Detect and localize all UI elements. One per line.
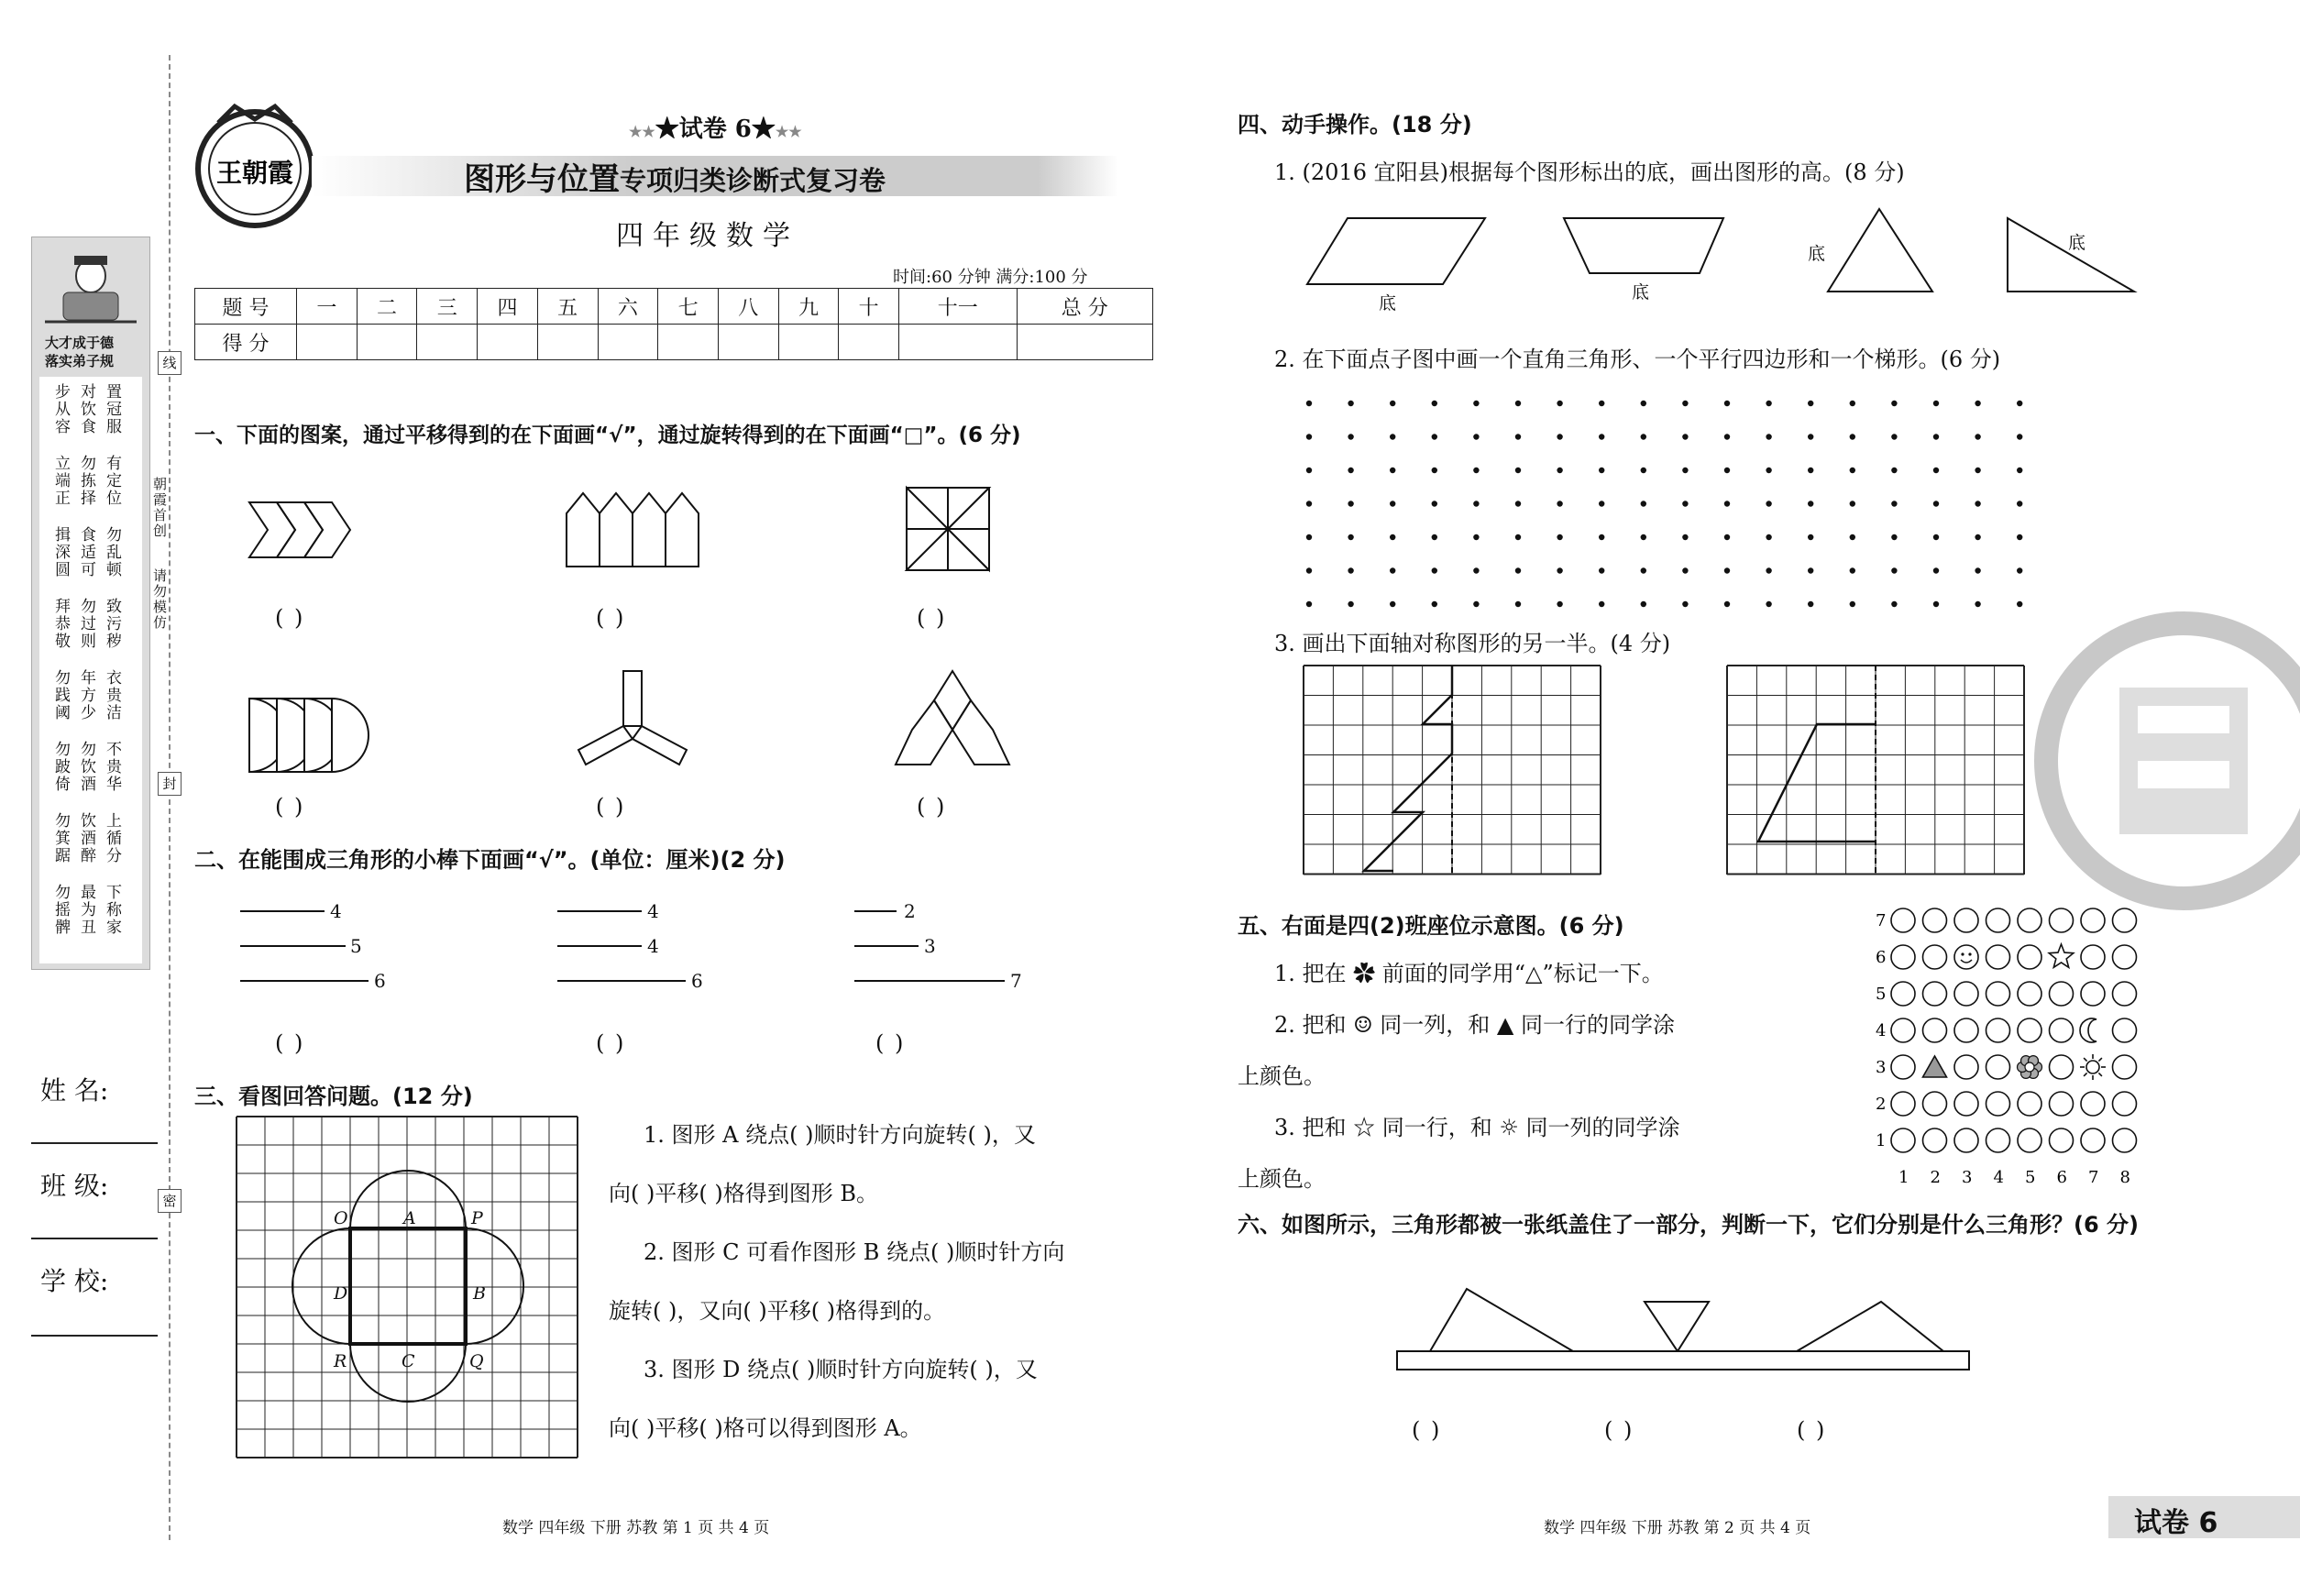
footer-left: 数学 四年级 下册 苏教 第 1 页 共 4 页 xyxy=(502,1519,770,1537)
seat-4-4 xyxy=(1986,1018,2010,1042)
school-field[interactable] xyxy=(31,1335,158,1337)
seat-2-4 xyxy=(1986,1092,2010,1116)
score-cell[interactable] xyxy=(899,325,1018,360)
seat-1-6 xyxy=(2050,1128,2074,1152)
grid-label-Q: Q xyxy=(469,1351,484,1371)
motto-column: 勿乱顿 xyxy=(103,526,121,578)
score-cell[interactable] xyxy=(297,325,358,360)
seat-col-label: 6 xyxy=(2056,1168,2067,1187)
seat-1-3 xyxy=(1954,1128,1978,1152)
s3-line-1: 1. 图形 A 绕点( )顺时针方向旋转( )，又 xyxy=(644,1122,1036,1148)
seat-5-7 xyxy=(2081,982,2105,1006)
grid-label-P: P xyxy=(471,1208,483,1228)
seat-2-2 xyxy=(1923,1092,1947,1116)
s3-line-5: 3. 图形 D 绕点( )顺时针方向旋转( )，又 xyxy=(644,1357,1038,1382)
s2-answer-1[interactable]: ( ) xyxy=(275,1030,305,1056)
seat-2-6 xyxy=(2050,1092,2074,1116)
grid-label-B: B xyxy=(473,1283,486,1304)
motto-column: 食适可 xyxy=(77,526,95,578)
scholar-figure-icon xyxy=(32,245,149,327)
motto-column: 步从容 xyxy=(51,383,70,435)
motto-column: 勿摇髀 xyxy=(51,884,70,936)
motto-column: 勿箕踞 xyxy=(51,812,70,864)
seat-5-5 xyxy=(2018,982,2041,1006)
seat-chart[interactable] xyxy=(1870,902,2145,1195)
seat-4-5 xyxy=(2018,1018,2041,1042)
score-col-header: 九 xyxy=(778,289,839,325)
seat-5-8 xyxy=(2113,982,2137,1006)
seat-5-1 xyxy=(1891,982,1915,1006)
s3-line-3: 2. 图形 C 可看作图形 B 绕点( )顺时针方向 xyxy=(644,1239,1065,1265)
seat-7-7 xyxy=(2081,908,2105,932)
three-blade-figure xyxy=(573,669,701,770)
seat-col-label: 4 xyxy=(1993,1168,2004,1187)
seat-1-4 xyxy=(1986,1128,2010,1152)
seat-6-7 xyxy=(2081,945,2105,969)
score-col-header: 十一 xyxy=(899,289,1018,325)
pinwheel-figure xyxy=(903,484,995,576)
s5-q1: 1. 把在 ✿ 前面的同学用“△”标记一下。 xyxy=(1274,961,1664,986)
seat-col-label: 8 xyxy=(2119,1168,2130,1187)
s6-answer-3[interactable]: ( ) xyxy=(1797,1417,1827,1443)
s2-answer-3[interactable]: ( ) xyxy=(875,1030,906,1056)
symmetry-grid-1[interactable] xyxy=(1304,666,1606,876)
section5-title: 五、右面是四(2)班座位示意图。(6 分) xyxy=(1238,913,1624,939)
motto-column: 致污秽 xyxy=(103,598,121,650)
section4-title: 四、动手操作。(18 分) xyxy=(1238,112,1472,138)
seat-3-3 xyxy=(1954,1055,1978,1079)
seat-5-4 xyxy=(1986,982,2010,1006)
stick-1-3: 6 xyxy=(374,970,386,992)
grade-subject: 四年级数学 xyxy=(616,220,799,252)
motto-column: 勿过则 xyxy=(77,598,95,650)
seat-7-4 xyxy=(1986,908,2010,932)
motto-column: 勿践阈 xyxy=(51,669,70,721)
seat-6-3-smile-icon xyxy=(1954,945,1978,969)
motto-column: 最为丑 xyxy=(77,884,95,936)
score-col-header: 一 xyxy=(297,289,358,325)
score-cell[interactable] xyxy=(1017,325,1152,360)
seat-3-7-sun-icon xyxy=(2080,1054,2106,1080)
seat-3-1 xyxy=(1891,1055,1915,1079)
seat-6-8 xyxy=(2113,945,2137,969)
name-label: 姓 名: xyxy=(40,1075,109,1106)
seat-5-3 xyxy=(1954,982,1978,1006)
seat-7-2 xyxy=(1923,908,1947,932)
score-table xyxy=(194,288,1153,360)
seat-5-6 xyxy=(2050,982,2074,1006)
s3-line-2: 向( )平移( )格得到图形 B。 xyxy=(609,1181,878,1206)
grid-label-C: C xyxy=(402,1351,415,1371)
base-label-3: 底 xyxy=(1808,244,1826,264)
score-cell[interactable] xyxy=(658,325,719,360)
score-header-cell: 题 号 xyxy=(195,289,297,325)
seal-box-2: 封 xyxy=(158,772,182,796)
seat-row-label: 6 xyxy=(1876,948,1887,967)
name-field[interactable] xyxy=(31,1142,158,1144)
score-cell[interactable] xyxy=(478,325,538,360)
base-label-2: 底 xyxy=(1632,282,1650,303)
seat-3-4 xyxy=(1986,1055,2010,1079)
s1-answer-3[interactable]: ( ) xyxy=(917,605,947,631)
dashed-cut-line xyxy=(169,55,171,1540)
seat-2-5 xyxy=(2018,1092,2041,1116)
seat-6-2 xyxy=(1923,945,1947,969)
trapezoid-figure xyxy=(1562,216,1727,281)
three-diamond-figure xyxy=(894,669,1013,770)
s4-q2: 2. 在下面点子图中画一个直角三角形、一个平行四边形和一个梯形。(6 分) xyxy=(1274,347,2001,372)
seat-2-3 xyxy=(1954,1092,1978,1116)
s1-answer-1[interactable]: ( ) xyxy=(275,605,305,631)
seat-3-2-triangle-icon xyxy=(1923,1056,1947,1077)
score-cell[interactable] xyxy=(598,325,658,360)
score-cell[interactable] xyxy=(357,325,417,360)
house-row-figure xyxy=(565,490,721,572)
s1-answer-2[interactable]: ( ) xyxy=(596,605,626,631)
motto-column: 勿拣择 xyxy=(77,455,95,507)
seal-box-1: 线 xyxy=(158,351,182,375)
seat-4-2 xyxy=(1923,1018,1947,1042)
score-cell[interactable] xyxy=(718,325,778,360)
stick-1-2: 5 xyxy=(350,935,362,957)
logo-text: 王朝霞 xyxy=(215,158,294,188)
seat-2-1 xyxy=(1891,1092,1915,1116)
seat-row-label: 5 xyxy=(1876,985,1887,1004)
grid-label-O: O xyxy=(334,1208,348,1228)
score-col-header: 四 xyxy=(478,289,538,325)
seat-4-1 xyxy=(1891,1018,1915,1042)
brand-logo xyxy=(191,99,328,237)
score-col-header: 七 xyxy=(658,289,719,325)
s3-line-4: 旋转( )，又向( )平移( )格得到的。 xyxy=(609,1298,946,1324)
grid-label-R: R xyxy=(334,1351,347,1371)
seat-4-6 xyxy=(2050,1018,2074,1042)
seat-col-label: 1 xyxy=(1898,1168,1909,1187)
seat-1-7 xyxy=(2081,1128,2105,1152)
score-col-header: 二 xyxy=(357,289,417,325)
motto-column: 衣贵洁 xyxy=(103,669,121,721)
dot-grid[interactable] xyxy=(1305,400,2039,611)
seat-5-2 xyxy=(1923,982,1947,1006)
rotation-grid xyxy=(237,1117,585,1465)
s5-q3a: 3. 把和 ☆ 同一行，和 ☼ 同一列的同学涂 xyxy=(1274,1115,1680,1140)
covered-triangles-figure xyxy=(1393,1283,1980,1384)
s6-answer-1[interactable]: ( ) xyxy=(1412,1417,1442,1443)
s1-answer-5[interactable]: ( ) xyxy=(596,794,626,820)
grid-label-D: D xyxy=(334,1283,348,1304)
s2-answer-2[interactable]: ( ) xyxy=(596,1030,626,1056)
seat-1-1 xyxy=(1891,1128,1915,1152)
seat-7-5 xyxy=(2018,908,2041,932)
s6-answer-2[interactable]: ( ) xyxy=(1604,1417,1634,1443)
watermark-seal xyxy=(2028,605,2300,917)
seat-7-6 xyxy=(2050,908,2074,932)
base-label-4: 底 xyxy=(2068,233,2086,253)
seat-col-label: 7 xyxy=(2088,1168,2099,1187)
seat-row-label: 7 xyxy=(1876,911,1887,930)
score-cell[interactable] xyxy=(417,325,478,360)
s3-line-6: 向( )平移( )格可以得到图形 A。 xyxy=(609,1415,922,1441)
score-col-header: 六 xyxy=(598,289,658,325)
margin-note-1: 朝霞首创 xyxy=(151,477,168,539)
triangle-figure xyxy=(1826,207,1936,299)
motto-column: 揖深圆 xyxy=(51,526,70,578)
score-col-header: 总 分 xyxy=(1017,289,1152,325)
stick-3-3: 7 xyxy=(1010,970,1022,992)
score-cell[interactable] xyxy=(537,325,598,360)
section3-title: 三、看图回答问题。(12 分) xyxy=(194,1084,473,1109)
seat-col-label: 5 xyxy=(2025,1168,2036,1187)
motto-column: 年方少 xyxy=(77,669,95,721)
score-label-cell: 得 分 xyxy=(195,325,297,360)
motto-line-1: 大才成于德 xyxy=(45,335,115,351)
seat-6-6-star-icon xyxy=(2049,944,2074,967)
paper-label: ★★★试卷 6★★★ xyxy=(629,116,802,143)
score-col-header: 十 xyxy=(839,289,899,325)
base-label-1: 底 xyxy=(1379,293,1397,314)
motto-column: 有定位 xyxy=(103,455,121,507)
seat-7-1 xyxy=(1891,908,1915,932)
footer-badge: 试卷 6 xyxy=(2134,1507,2218,1539)
seat-7-3 xyxy=(1954,908,1978,932)
motto-column: 置冠服 xyxy=(103,383,121,435)
class-label: 班 级: xyxy=(40,1171,109,1201)
seat-6-1 xyxy=(1891,945,1915,969)
stick-3-1: 2 xyxy=(904,900,916,922)
s1-answer-4[interactable]: ( ) xyxy=(275,794,305,820)
stick-2-3: 6 xyxy=(691,970,703,992)
score-col-header: 三 xyxy=(417,289,478,325)
margin-note-2: 请勿模仿 xyxy=(151,568,168,631)
stick-2-2: 4 xyxy=(647,935,659,957)
s5-q2b: 上颜色。 xyxy=(1238,1063,1326,1089)
seat-6-4 xyxy=(1986,945,2010,969)
s4-q3: 3. 画出下面轴对称图形的另一半。(4 分) xyxy=(1274,631,1671,656)
section1-title: 一、下面的图案，通过平移得到的在下面画“√”，通过旋转得到的在下面画“□”。(6 分) xyxy=(194,424,1021,447)
footer-right: 数学 四年级 下册 苏教 第 2 页 共 4 页 xyxy=(1544,1519,1811,1537)
grid-label-A: A xyxy=(403,1208,416,1228)
motto-column: 拜恭敬 xyxy=(51,598,70,650)
seat-col-label: 2 xyxy=(1930,1168,1941,1187)
motto-line-2: 落实弟子规 xyxy=(45,353,115,369)
seat-1-8 xyxy=(2113,1128,2137,1152)
score-cell[interactable] xyxy=(778,325,839,360)
motto-column: 勿饮酒 xyxy=(77,741,95,793)
seat-7-8 xyxy=(2113,908,2137,932)
half-circles-figure xyxy=(240,695,396,777)
seat-3-8 xyxy=(2113,1055,2137,1079)
s4-q1: 1. (2016 宜阳县)根据每个图形标出的底，画出图形的高。(8 分) xyxy=(1274,160,1905,185)
seat-1-5 xyxy=(2018,1128,2041,1152)
seat-4-7-moon-icon xyxy=(2080,1018,2096,1042)
stick-3-2: 3 xyxy=(924,935,936,957)
seat-3-6 xyxy=(2050,1055,2074,1079)
page-title: 图形与位置专项归类诊断式复习卷 xyxy=(464,161,886,198)
score-col-header: 八 xyxy=(718,289,778,325)
motto-column: 立端正 xyxy=(51,455,70,507)
seal-box-3: 密 xyxy=(158,1189,182,1213)
seat-row-label: 1 xyxy=(1876,1131,1887,1150)
s5-q2a: 2. 把和 ☺ 同一列，和 ▲ 同一行的同学涂 xyxy=(1274,1012,1676,1038)
motto-column: 下称家 xyxy=(103,884,121,936)
seat-1-2 xyxy=(1923,1128,1947,1152)
score-cell[interactable] xyxy=(839,325,899,360)
stick-1-1: 4 xyxy=(330,900,342,922)
seat-6-5 xyxy=(2018,945,2041,969)
seat-row-label: 2 xyxy=(1876,1095,1887,1114)
class-field[interactable] xyxy=(31,1238,158,1239)
seat-4-8 xyxy=(2113,1018,2137,1042)
parallelogram-figure xyxy=(1305,216,1489,290)
motto-column: 勿跛倚 xyxy=(51,741,70,793)
section2-title: 二、在能围成三角形的小棒下面画“√”。(单位：厘米)(2 分) xyxy=(194,847,786,873)
arrow-chevrons-figure xyxy=(249,502,359,567)
motto-column: 不贵华 xyxy=(103,741,121,793)
seat-4-3 xyxy=(1954,1018,1978,1042)
motto-column: 上循分 xyxy=(103,812,121,864)
motto-column: 对饮食 xyxy=(77,383,95,435)
symmetry-grid-2[interactable] xyxy=(1727,666,2030,876)
seat-2-8 xyxy=(2113,1092,2137,1116)
motto-column: 饮酒醉 xyxy=(77,812,95,864)
seat-2-7 xyxy=(2081,1092,2105,1116)
s1-answer-6[interactable]: ( ) xyxy=(917,794,947,820)
seat-row-label: 4 xyxy=(1876,1021,1887,1040)
time-info: 时间:60 分钟 满分:100 分 xyxy=(893,268,1088,287)
s5-q3b: 上颜色。 xyxy=(1238,1166,1326,1192)
section6-title: 六、如图所示，三角形都被一张纸盖住了一部分，判断一下，它们分别是什么三角形？(6 分) xyxy=(1238,1212,2139,1238)
stick-2-1: 4 xyxy=(647,900,659,922)
seat-3-5-flower-icon xyxy=(2018,1056,2042,1079)
score-col-header: 五 xyxy=(537,289,598,325)
school-label: 学 校: xyxy=(40,1266,109,1296)
seat-col-label: 3 xyxy=(1962,1168,1973,1187)
seat-row-label: 3 xyxy=(1876,1058,1887,1077)
